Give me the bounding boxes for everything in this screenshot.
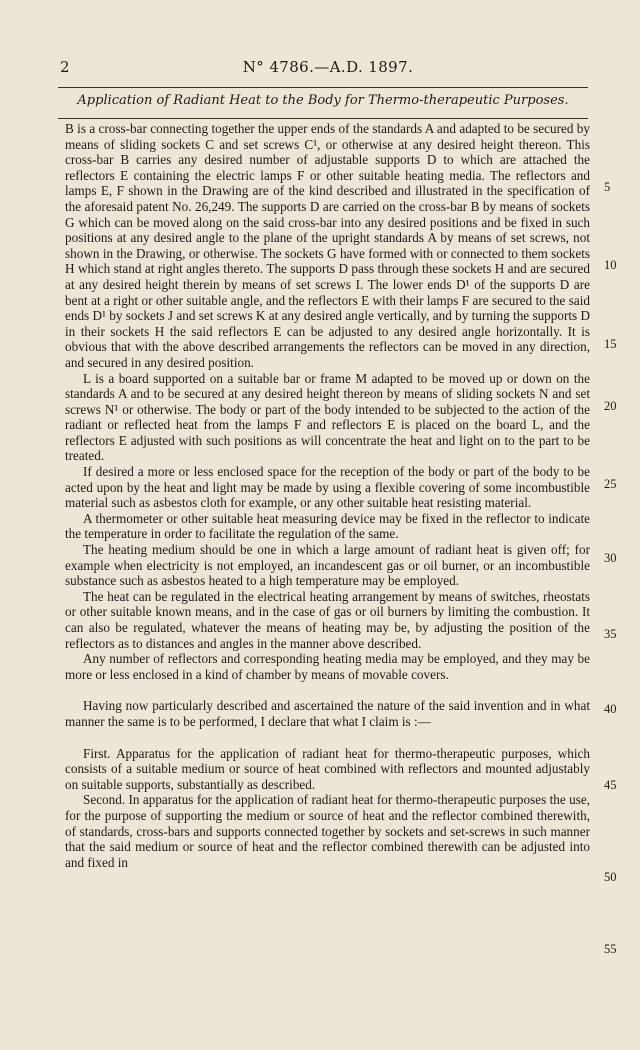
paragraph-cross-bar: B is a cross-bar connecting together the upper ends of the standards A and adapted to be secured by means of sliding sockets C and set screws C¹, or otherwise at any desired height thereon. This cross-bar B carries any desired number of adjustable supports D to which are attached the reflectors E containing the electric lamps F or other suitable heating media. The reflectors and lamps E, F shown in the Drawing are of the kind described and illustrated in the specification of the aforesaid patent No. 26,249. The supports D are carried on the cross-bar B by means of sockets G which can be moved along on the said cross-bar into any desired positions and be fixed in such positions at any desired angle to the plane of the upright standards A by means of set screws, not shown in the Drawing, or otherwise. The sockets G have formed with or connected to them sockets H which stand at right angles thereto. The supports D pass through these sockets H and are secured at any desired height therein by means of set screws I. The lower ends D¹ of the supports D are bent at a right or other suitable angle, and the reflectors E with their lamps F are secured to the said ends D¹ by sockets J and set screws K at any desired angle vertically, and by turning the supports D in their sockets H the said reflectors E can be adjusted to any desired angle horizontally. It is obvious that with the above described arrangements the reflectors can be moved in any direction, and secured in any desired position. — [65, 121, 590, 370]
paragraph-claim-intro: Having now particularly described and ascertained the nature of the said invention and in what manner the same is to be performed, I declare that what I claim is :— — [65, 698, 590, 729]
paragraph-heating-medium: The heating medium should be one in which a large amount of radiant heat is given off; for example when electricity is not employed, an incandescent gas or oil burner, or an incombustible substance such as asbestos heated to a high temperature may be employed. — [65, 542, 590, 589]
paragraph-thermometer: A thermometer or other suitable heat measuring device may be fixed in the reflector to indicate the temperature in order to facilitate the regulation of the same. — [65, 510, 590, 542]
line-number: 5 — [604, 180, 611, 194]
patent-number: N° 4786.—A.D. 1897. — [242, 58, 414, 76]
paragraph-enclosed-space: If desired a more or less enclosed space for the reception of the body or part of the body to be acted upon by the heat and light may be made by using a flexible covering of some incombustible material such as asbestos cloth for example, or any other suitable heat resisting material. — [65, 464, 590, 511]
line-number: 20 — [604, 399, 617, 413]
paragraph-claim-first: First. Apparatus for the application of radiant heat for thermo-therapeutic purposes, which consists of a suitable medium or source of heat combined with reflectors and mounted adjustably on suitable supports, substantially as described. — [65, 745, 590, 792]
header-rule-bottom — [58, 118, 588, 119]
paragraph-reflectors: Any number of reflectors and corresponding heating media may be employed, and they may be more or less enclosed in a kind of chamber by means of movable covers. — [65, 651, 590, 682]
body-text — [65, 121, 590, 870]
paragraph-regulation: The heat can be regulated in the electrical heating arrangement by means of switches, rheostats or other suitable known means, and in the case of gas or oil burners by limiting the combustion. It can also be regulated, whatever the means of heating may be, by adjusting the position of the reflectors as to distances and angles in the manner above described. — [65, 588, 590, 651]
line-number: 45 — [604, 778, 617, 792]
line-number: 15 — [604, 337, 617, 351]
page-header — [58, 58, 598, 82]
line-number: 55 — [604, 942, 617, 956]
running-title: Application of Radiant Heat to the Body for Thermo-therapeutic Purposes. — [77, 93, 569, 108]
header-rule-top — [58, 87, 588, 88]
page-number: 2 — [60, 58, 70, 76]
line-number: 10 — [604, 258, 617, 272]
line-number: 35 — [604, 627, 617, 641]
margin-line-numbers — [604, 0, 634, 1050]
line-number: 40 — [604, 702, 617, 716]
line-number: 30 — [604, 551, 617, 565]
paragraph-claim-second: Second. In apparatus for the application of radiant heat for thermo-therapeutic purposes the use, for the purpose of supporting the medium or source of heat and the reflector combined therewith, of standards, cross-bars and supports connected together by sockets and set-screws in such manner that the said medium or source of heat and the reflector combined therewith can be adjusted into and fixed in — [65, 792, 590, 870]
line-number: 25 — [604, 477, 617, 491]
paragraph-board: L is a board supported on a suitable bar or frame M adapted to be moved up or down on the standards A and to be secured at any desired height thereon by means of sliding sockets N and set screws N¹ or otherwise. The body or part of the body intended to be subjected to the action of the radiant or reflected heat from the lamps F and reflectors E is placed on the board L, and the reflectors E adjusted with such positions as will concentrate the heat and light on to the part to be treated. — [65, 370, 590, 464]
line-number: 50 — [604, 870, 617, 884]
